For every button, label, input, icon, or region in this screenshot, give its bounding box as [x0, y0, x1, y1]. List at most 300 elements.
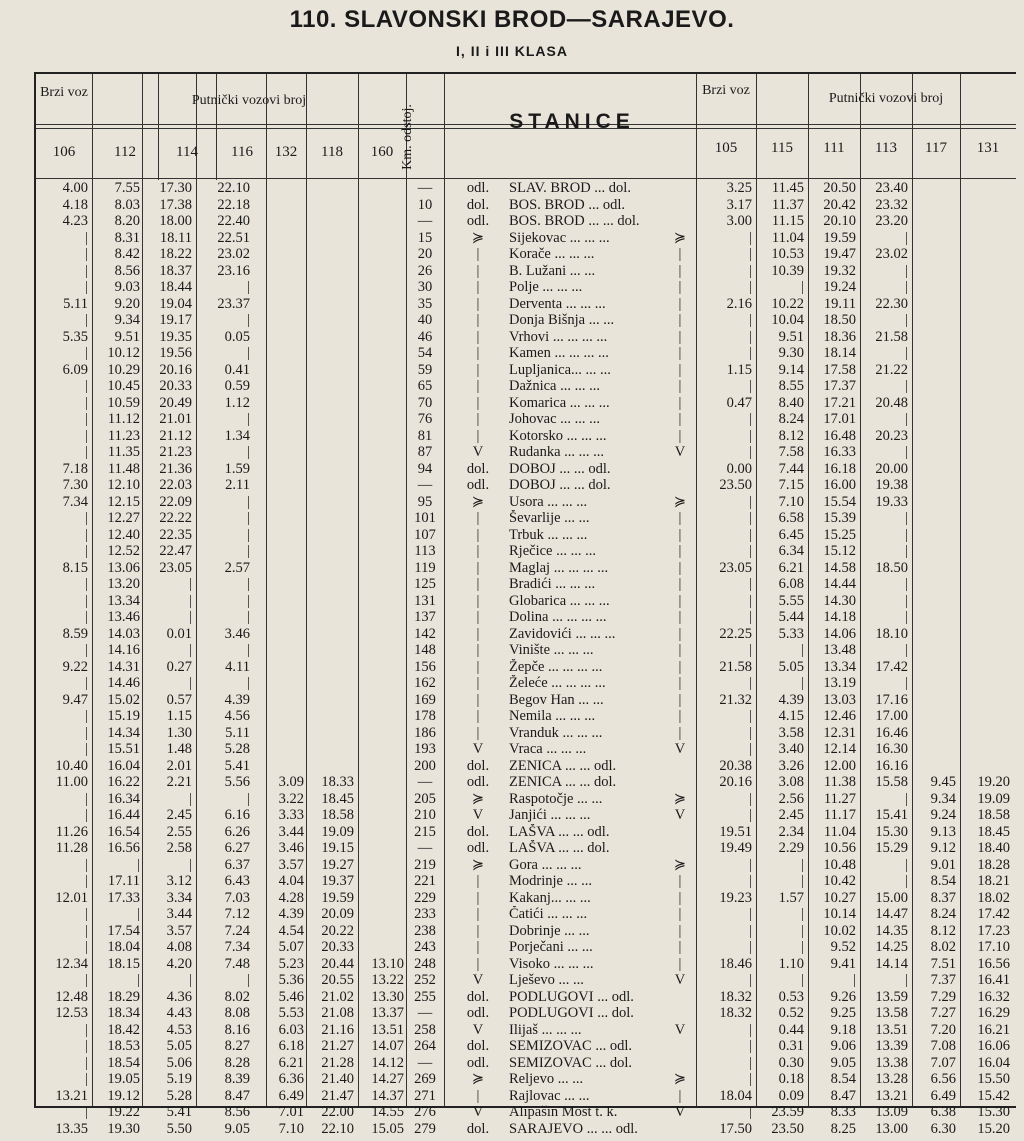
time-cell	[960, 395, 1010, 412]
time-cell	[306, 675, 354, 692]
time-cell	[306, 543, 354, 560]
time-cell: |	[749, 411, 752, 427]
time-cell	[306, 626, 354, 643]
station-name: PODLUGOVI ... odl.	[509, 988, 634, 1005]
table-row	[36, 1121, 1016, 1138]
time-cell: 4.39	[278, 906, 304, 922]
train-number: 106	[52, 144, 76, 160]
time-cell: 1.48	[166, 741, 192, 757]
time-cell: 8.12	[930, 922, 956, 939]
time-cell: 22.25	[719, 625, 752, 642]
time-cell	[358, 824, 404, 841]
time-cell: 10.29	[107, 361, 140, 378]
time-cell: 18.37	[159, 262, 192, 279]
station-name: ZENICA ... ... dol.	[509, 774, 617, 790]
time-cell	[266, 477, 304, 494]
time-cell: 3.26	[778, 757, 804, 774]
time-cell: |	[85, 1054, 88, 1071]
station-name: Žepče ... ... ... ...	[509, 658, 603, 675]
time-cell: 8.47	[830, 1087, 856, 1104]
time-cell	[960, 527, 1010, 544]
stop-flag: |	[476, 510, 480, 526]
station-name: Komarica ... ... ...	[509, 394, 610, 411]
stop-flag: ≽	[673, 493, 687, 510]
time-cell: 12.10	[107, 477, 140, 493]
time-cell: 18.00	[159, 213, 192, 229]
time-cell: 6.30	[930, 1120, 956, 1137]
km-cell: 40	[417, 312, 433, 328]
time-cell: 16.04	[977, 1054, 1010, 1071]
km-cell: 142	[414, 625, 436, 642]
time-cell	[306, 180, 354, 197]
table-row	[36, 725, 1016, 742]
time-cell: 7.15	[778, 477, 804, 493]
time-cell	[358, 312, 404, 329]
station-name: Dobrinje ... ...	[509, 922, 590, 939]
table-row	[36, 527, 1016, 544]
header-divider	[158, 74, 159, 180]
time-cell	[306, 345, 354, 362]
time-cell	[912, 626, 956, 643]
station-name: BOS. BROD ... ... dol.	[509, 213, 640, 229]
stop-flag: |	[476, 691, 480, 708]
stop-flag: |	[476, 955, 480, 972]
time-cell: |	[749, 1104, 752, 1120]
time-cell: 13.51	[371, 1021, 404, 1038]
time-cell: 13.39	[875, 1038, 908, 1054]
time-cell: |	[85, 229, 88, 246]
time-cell: |	[905, 972, 908, 988]
time-cell: 14.27	[371, 1071, 404, 1087]
time-cell	[266, 378, 304, 395]
time-cell	[912, 741, 956, 758]
time-cell: 14.03	[107, 625, 140, 642]
station-name: Nemila ... ... ...	[509, 708, 596, 724]
time-cell: 13.21	[875, 1087, 908, 1104]
time-cell: 18.21	[977, 873, 1010, 889]
time-cell: |	[85, 972, 88, 988]
stop-flag: V	[472, 972, 484, 988]
time-cell: 20.00	[875, 460, 908, 477]
km-cell: 269	[414, 1071, 436, 1087]
time-cell	[912, 230, 956, 247]
time-cell: |	[905, 592, 908, 609]
time-cell: 7.34	[62, 493, 88, 510]
time-cell: 13.10	[371, 955, 404, 972]
time-cell	[912, 725, 956, 742]
time-cell: 3.25	[726, 180, 752, 196]
time-cell	[266, 741, 304, 758]
time-cell: 16.06	[977, 1038, 1010, 1054]
train-number: 118	[321, 144, 343, 160]
time-cell: 18.22	[159, 246, 192, 262]
time-cell: |	[749, 526, 752, 543]
time-cell: 9.34	[930, 790, 956, 807]
time-cell	[306, 510, 354, 527]
station-name: Alipašin Most t. k.	[509, 1104, 618, 1120]
time-cell: 4.18	[62, 196, 88, 213]
time-cell: 7.48	[224, 955, 250, 972]
time-cell: 22.10	[321, 1120, 354, 1137]
time-cell: 12.48	[55, 988, 88, 1005]
km-cell: 35	[417, 295, 433, 312]
time-cell: 19.15	[321, 840, 354, 856]
table-row	[36, 411, 1016, 428]
time-cell: |	[85, 856, 88, 873]
time-cell: 15.54	[823, 493, 856, 510]
km-cell: 10	[417, 196, 433, 213]
time-cell: 21.08	[321, 1005, 354, 1021]
time-cell: |	[749, 708, 752, 724]
time-cell	[306, 708, 354, 725]
time-cell: 19.30	[107, 1120, 140, 1137]
train-number: 112	[114, 144, 136, 160]
time-cell: 23.16	[217, 262, 250, 279]
stop-flag: |	[476, 625, 480, 642]
time-cell	[912, 362, 956, 379]
stop-flag: |	[678, 658, 682, 675]
stop-flag: V	[674, 1021, 686, 1038]
time-cell: |	[905, 279, 908, 295]
time-cell: 9.41	[830, 955, 856, 972]
time-cell	[358, 560, 404, 577]
time-cell: 8.55	[778, 378, 804, 394]
time-cell: 16.41	[977, 972, 1010, 988]
station-name: Sijekovac ... ... ...	[509, 229, 610, 246]
time-cell: 12.40	[107, 526, 140, 543]
km-cell: 255	[414, 988, 436, 1005]
km-cell: 46	[417, 328, 433, 345]
time-cell	[306, 444, 354, 461]
time-cell: 0.59	[224, 378, 250, 394]
time-cell: |	[749, 1021, 752, 1038]
time-cell	[358, 411, 404, 428]
km-cell: —	[417, 840, 433, 856]
km-cell: —	[417, 477, 433, 493]
time-cell	[266, 543, 304, 560]
time-cell: |	[905, 675, 908, 691]
km-cell: 113	[414, 543, 436, 559]
time-cell	[960, 659, 1010, 676]
time-cell: |	[749, 229, 752, 246]
time-cell	[912, 428, 956, 445]
km-cell: 20	[417, 246, 433, 262]
time-cell: 7.58	[778, 444, 804, 460]
train-number: 115	[771, 140, 793, 156]
time-cell: 13.48	[823, 642, 856, 658]
stop-flag: |	[476, 576, 480, 592]
time-cell: 9.01	[930, 856, 956, 873]
km-cell: 221	[414, 873, 436, 889]
time-cell	[266, 708, 304, 725]
time-cell	[358, 807, 404, 824]
time-cell: 13.34	[107, 592, 140, 609]
table-row	[36, 840, 1016, 857]
time-cell: 7.18	[62, 460, 88, 477]
km-cell: 30	[417, 279, 433, 295]
time-cell	[306, 246, 354, 263]
time-cell	[960, 543, 1010, 560]
km-cell: 215	[414, 823, 436, 840]
time-cell	[960, 362, 1010, 379]
stop-flag: |	[476, 246, 480, 262]
stop-flag: |	[476, 262, 480, 279]
time-cell	[912, 692, 956, 709]
time-cell: 14.12	[371, 1054, 404, 1071]
time-cell: 3.57	[278, 856, 304, 873]
time-cell	[358, 461, 404, 478]
time-cell: 19.35	[159, 328, 192, 345]
time-cell	[358, 774, 404, 791]
class-subtitle: I, II i III KLASA	[456, 43, 568, 59]
time-cell: 2.01	[166, 757, 192, 774]
time-cell: 1.59	[224, 460, 250, 477]
station-name: Ševarlije ... ...	[509, 510, 590, 526]
stop-flag: ≽	[471, 790, 485, 807]
timetable	[34, 72, 1016, 1137]
stop-flag: |	[678, 295, 682, 312]
table-row	[36, 378, 1016, 395]
stop-flag: |	[476, 724, 480, 741]
time-cell: 13.22	[371, 972, 404, 988]
km-cell: 65	[417, 378, 433, 394]
time-cell: |	[247, 493, 250, 510]
time-cell: 14.34	[107, 724, 140, 741]
time-cell: 3.57	[166, 922, 192, 939]
stop-flag: |	[476, 427, 480, 444]
table-row	[36, 609, 1016, 626]
time-cell: 9.22	[62, 658, 88, 675]
time-cell: |	[801, 939, 804, 955]
time-cell	[266, 510, 304, 527]
table-row	[36, 345, 1016, 362]
time-cell	[306, 609, 354, 626]
time-cell: 15.20	[977, 1120, 1010, 1137]
time-cell: 9.12	[930, 840, 956, 856]
time-cell	[266, 758, 304, 775]
time-cell: 16.16	[875, 757, 908, 774]
time-cell: |	[749, 427, 752, 444]
time-cell	[358, 197, 404, 214]
table-row	[36, 230, 1016, 247]
time-cell: 14.06	[823, 625, 856, 642]
time-cell	[960, 230, 1010, 247]
time-cell: 3.34	[166, 889, 192, 906]
time-cell: 18.04	[719, 1087, 752, 1104]
time-cell: 6.37	[224, 856, 250, 873]
time-cell: |	[189, 592, 192, 609]
time-cell	[912, 510, 956, 527]
time-cell: 5.56	[224, 774, 250, 790]
km-cell: 169	[414, 691, 436, 708]
time-cell	[960, 213, 1010, 230]
table-row	[36, 708, 1016, 725]
station-name: Vraca ... ... ...	[509, 741, 587, 757]
time-cell	[960, 428, 1010, 445]
station-name: Kotorsko ... ... ...	[509, 427, 607, 444]
time-cell	[266, 197, 304, 214]
table-row	[36, 197, 1016, 214]
stop-flag: |	[476, 279, 480, 295]
time-cell: 13.06	[107, 559, 140, 576]
km-cell: 70	[417, 394, 433, 411]
km-cell: 248	[414, 955, 436, 972]
stop-flag: |	[476, 312, 480, 328]
time-cell: 19.23	[719, 889, 752, 906]
time-cell: |	[189, 790, 192, 807]
time-cell: |	[905, 510, 908, 526]
time-cell: 2.57	[224, 559, 250, 576]
time-cell: |	[247, 279, 250, 295]
time-cell: 12.34	[55, 955, 88, 972]
stop-flag: |	[678, 378, 682, 394]
table-row	[36, 362, 1016, 379]
stop-flag: |	[678, 1087, 682, 1104]
time-cell: 19.56	[159, 345, 192, 361]
time-cell	[266, 609, 304, 626]
km-cell: 101	[414, 510, 436, 526]
time-cell: 21.28	[321, 1054, 354, 1071]
time-cell: |	[85, 1104, 88, 1120]
time-cell: 16.46	[875, 724, 908, 741]
time-cell: 23.50	[771, 1120, 804, 1137]
time-cell: |	[85, 444, 88, 460]
time-cell: 13.19	[823, 675, 856, 691]
time-cell: 9.45	[930, 774, 956, 790]
time-cell: 23.50	[719, 477, 752, 493]
time-cell: 18.44	[159, 279, 192, 295]
time-cell: 18.32	[719, 988, 752, 1005]
station-name: Janjići ... ... ...	[509, 807, 591, 823]
stop-flag: |	[678, 262, 682, 279]
time-cell	[960, 461, 1010, 478]
time-cell: 21.02	[321, 988, 354, 1005]
time-cell	[960, 725, 1010, 742]
table-row	[36, 857, 1016, 874]
time-cell: 8.16	[224, 1021, 250, 1038]
train-number: 132	[274, 144, 298, 160]
km-cell: —	[417, 213, 433, 229]
time-cell: 12.00	[823, 757, 856, 774]
time-cell: 13.46	[107, 609, 140, 625]
time-cell: |	[189, 609, 192, 625]
stop-flag: |	[476, 1087, 480, 1104]
time-cell: 17.01	[823, 411, 856, 427]
time-cell: |	[749, 1054, 752, 1071]
time-cell: |	[905, 642, 908, 658]
time-cell: 16.22	[107, 774, 140, 790]
time-cell: 6.43	[224, 873, 250, 889]
station-name: Visoko ... ... ...	[509, 955, 594, 972]
station-name: Bradići ... ... ...	[509, 576, 596, 592]
time-cell: 23.02	[875, 246, 908, 262]
time-cell: 19.09	[321, 823, 354, 840]
time-cell: 14.47	[875, 906, 908, 922]
time-cell: 16.56	[977, 955, 1010, 972]
time-cell: |	[247, 444, 250, 460]
time-cell: 6.18	[278, 1038, 304, 1054]
table-row	[36, 675, 1016, 692]
time-cell: |	[749, 807, 752, 823]
time-cell: 15.58	[875, 774, 908, 790]
time-cell: 22.51	[217, 229, 250, 246]
time-cell: 4.11	[225, 658, 250, 675]
time-cell	[912, 708, 956, 725]
time-cell: 5.23	[278, 955, 304, 972]
km-cell: 119	[414, 559, 436, 576]
time-cell: 18.29	[107, 988, 140, 1005]
station-name: LAŠVA ... ... dol.	[509, 840, 610, 856]
station-name: SEMIZOVAC ... odl.	[509, 1038, 632, 1054]
station-name: Čatići ... ... ...	[509, 906, 588, 922]
time-cell	[912, 576, 956, 593]
stop-flag: |	[678, 906, 682, 922]
time-cell: 18.28	[977, 856, 1010, 873]
header-stations: STANICE	[509, 110, 635, 133]
time-cell: |	[905, 345, 908, 361]
time-cell	[912, 675, 956, 692]
time-cell: |	[749, 444, 752, 460]
time-cell	[358, 428, 404, 445]
time-cell: 8.37	[930, 889, 956, 906]
time-cell: |	[749, 873, 752, 889]
time-cell: |	[247, 592, 250, 609]
station-name: Maglaj ... ... ... ...	[509, 559, 609, 576]
time-cell	[358, 246, 404, 263]
time-cell: 9.51	[778, 328, 804, 345]
time-cell: 20.09	[321, 906, 354, 922]
table-row	[36, 263, 1016, 280]
time-cell: 19.24	[823, 279, 856, 295]
time-cell: |	[85, 576, 88, 592]
time-cell	[266, 296, 304, 313]
time-cell	[358, 510, 404, 527]
time-cell: 0.09	[778, 1087, 804, 1104]
time-cell: |	[905, 444, 908, 460]
time-cell: 10.56	[823, 840, 856, 856]
time-cell: 8.20	[114, 213, 140, 229]
time-cell: 5.35	[62, 328, 88, 345]
time-cell	[358, 840, 404, 857]
stop-flag: |	[678, 889, 682, 906]
time-cell: 13.38	[875, 1054, 908, 1071]
time-cell: 12.46	[823, 708, 856, 724]
time-cell: 0.01	[166, 625, 192, 642]
station-name: DOBOJ ... ... odl.	[509, 460, 611, 477]
time-cell: 18.40	[977, 840, 1010, 856]
time-cell: 20.44	[321, 955, 354, 972]
time-cell: 13.34	[823, 658, 856, 675]
station-name: SLAV. BROD ... dol.	[509, 180, 631, 196]
stop-flag: ≽	[471, 856, 485, 873]
time-cell: 6.03	[278, 1021, 304, 1038]
time-cell: |	[85, 708, 88, 724]
stop-flag: |	[476, 559, 480, 576]
time-cell: 5.07	[278, 939, 304, 955]
time-cell: 6.56	[930, 1071, 956, 1087]
time-cell	[358, 791, 404, 808]
time-cell: |	[189, 576, 192, 592]
time-cell: 4.39	[224, 691, 250, 708]
time-cell: 11.12	[107, 411, 140, 427]
time-cell: 8.56	[224, 1104, 250, 1120]
header-divider	[216, 74, 217, 180]
time-cell: 23.02	[217, 246, 250, 262]
time-cell	[306, 395, 354, 412]
time-cell: 16.34	[107, 790, 140, 807]
time-cell	[358, 576, 404, 593]
table-row	[36, 444, 1016, 461]
